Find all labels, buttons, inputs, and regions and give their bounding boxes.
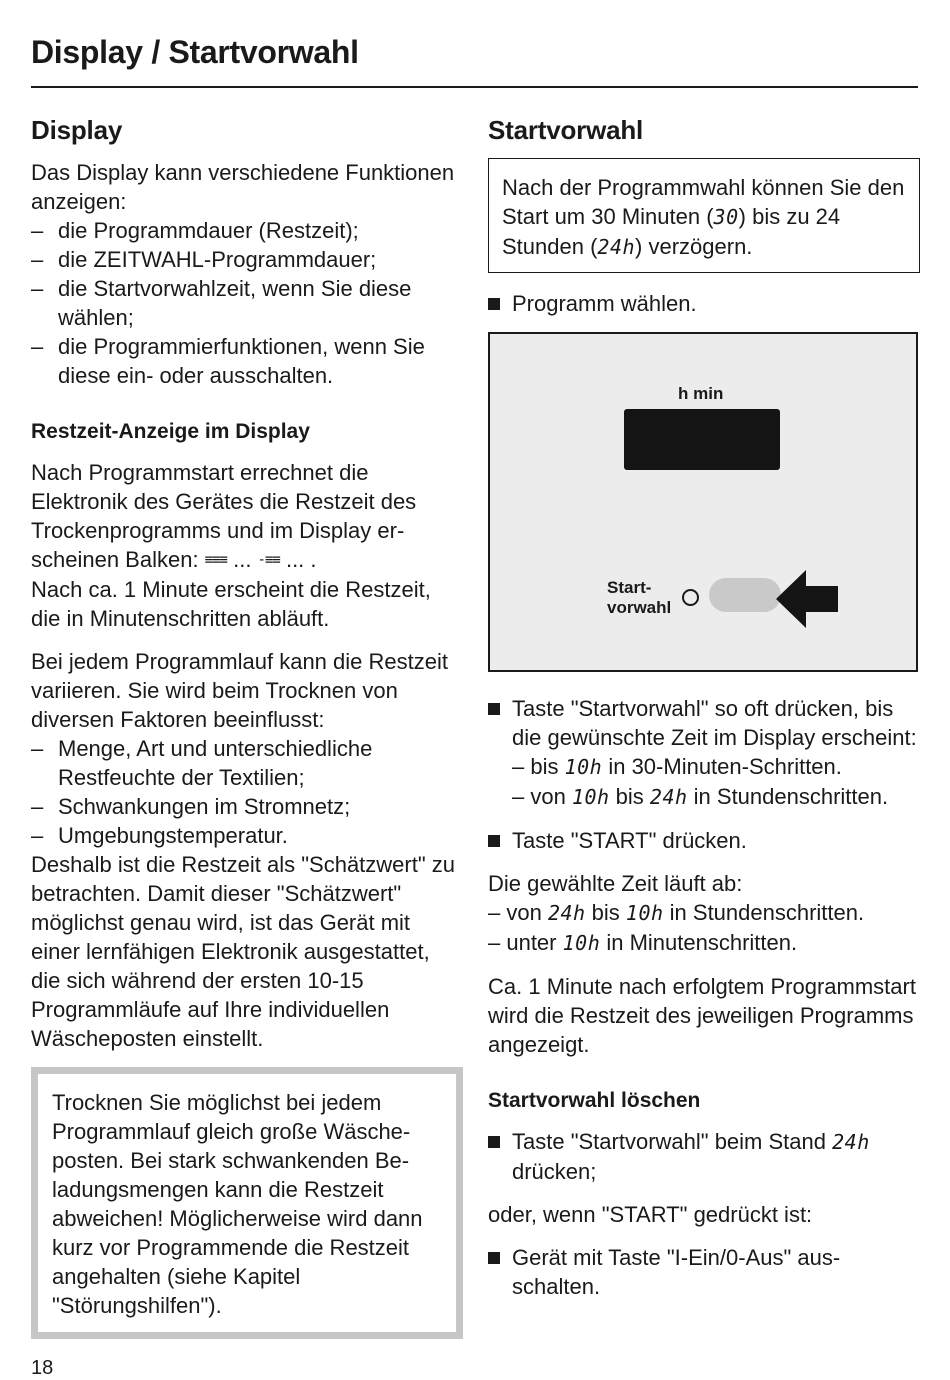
cancel-step-1: Taste "Startvorwahl" beim Stand 24h drücken; (488, 1127, 920, 1186)
bars-symbol-1: ≡≡≡ (204, 552, 227, 568)
bullet-square-icon (488, 1252, 500, 1264)
schaetzwert-paragraph: Deshalb ist die Restzeit als "Schätzwert" zu betrachten. Damit dieser "Schätzwert" möglichst genau wird, ist das Gerät mit einer lernfähigen Elektronik ausgestattet, die sich während der ersten 10-15 Programmläufe auf Ihre individuellen Wäscheposten einstellt. (31, 852, 456, 1051)
list-item: – Umgebungstemperatur. (31, 821, 463, 850)
countdown-line: – von 24h bis 10h in Stundenschritten. (488, 900, 865, 925)
factors-list (31, 734, 463, 850)
bars-end: ... . (279, 547, 317, 572)
note-text: Trocknen Sie möglichst bei jedem Programmlauf gleich große Wäscheposten. Bei stark schwankenden Beladungsmengen kann die Restzeit abweichen! Möglicherweise wird dann kurz vor Programmende die Restzeit angehalten (siehe Kapitel "Störungshilfen"). (52, 1090, 423, 1318)
countdown-paragraph: Die gewählte Zeit läuft ab: – von 24h bis 10h in Stundenschritten. – unter 10h in Minutenschritten. (488, 869, 920, 958)
segment-10h: 10h (571, 785, 610, 809)
note-box (31, 1067, 463, 1339)
display-screen (624, 409, 780, 470)
segment-10h: 10h (564, 755, 603, 779)
bullet-square-icon (488, 1136, 500, 1148)
display-functions-list (31, 216, 463, 390)
control-panel-illustration (488, 332, 918, 672)
startvorwahl-column (488, 108, 920, 1301)
indicator-led-icon (682, 589, 699, 606)
bullet-square-icon (488, 298, 500, 310)
segment-24h: 24h (832, 1130, 870, 1154)
pointer-arrow-icon (776, 570, 841, 628)
bullet-square-icon (488, 703, 500, 715)
list-item: – die Startvorwahlzeit, wenn Sie diese wählen; (31, 274, 463, 332)
or-text: oder, wenn "START" gedrückt ist: (488, 1202, 813, 1227)
startvorwahl-heading: Startvorwahl (488, 115, 644, 145)
display-heading: Display (31, 115, 123, 145)
step-programm-waehlen: Programm wählen. (488, 289, 920, 318)
list-item: – die Programmierfunktionen, wenn Sie diese ein- oder ausschalten. (31, 332, 463, 390)
countdown-line: – unter 10h in Minutenschritten. (488, 930, 798, 955)
step-sub-line: – von 10h bis 24h in Stundenschritten. (512, 784, 889, 809)
bullet-square-icon (488, 835, 500, 847)
restzeit-paragraph-2: Bei jedem Programmlauf kann die Restzeit variieren. Sie wird beim Trocknen von diversen Faktoren beeinflusst: (31, 649, 448, 732)
restzeit-text-b: Nach ca. 1 Minute erscheint die Restzeit, die in Minutenschritten abläuft. (31, 577, 431, 631)
segment-24h: 24h (597, 235, 636, 259)
restzeit-paragraph-1 (31, 458, 463, 633)
bars-symbol-2: -≡≡ (257, 552, 280, 568)
list-item: – Menge, Art und unterschiedliche Restfeuchte der Textilien; (31, 734, 463, 792)
segment-24h: 24h (649, 785, 688, 809)
display-intro: Das Display kann verschiedene Funktionen anzeigen: (31, 160, 455, 214)
title-rule (31, 86, 918, 88)
restzeit-heading: Restzeit-Anzeige im Display (31, 420, 310, 443)
segment-24h: 24h (547, 901, 586, 925)
segment-10h: 10h (562, 931, 601, 955)
step-taste-startvorwahl: Taste "Startvorwahl" so oft drücken, bis die gewünschte Zeit im Display erscheint: – bis 10h in 30-Minuten-Schritten. – von 10h bis 24h in Stundenschritten. (488, 694, 920, 812)
cancel-heading: Startvorwahl löschen (488, 1089, 701, 1112)
startvorwahl-info-box (488, 158, 920, 273)
list-item: – die ZEITWAHL-Programmdauer; (31, 245, 463, 274)
page-title: Display / Startvorwahl (31, 34, 359, 70)
bars-separator: ... (226, 547, 258, 572)
step-sub-line: – bis 10h in 30-Minuten-Schritten. (512, 754, 842, 779)
segment-10h: 10h (625, 901, 664, 925)
after-start-paragraph: Ca. 1 Minute nach erfolgtem Programmstart wird die Restzeit des jeweiligen Programms angezeigt. (488, 974, 916, 1057)
startvorwahl-button-label: Start- vorwahl (607, 578, 672, 617)
cancel-step-2: Gerät mit Taste "I-Ein/0-Aus" ausschalten. (488, 1243, 920, 1301)
segment-30: 30 (713, 205, 739, 229)
display-column (31, 108, 463, 1339)
info-text: Nach der Programmwahl können Sie den Start um 30 Minuten (30) bis zu 24 Stunden (24h) verzögern. (502, 175, 905, 259)
step-taste-start: Taste "START" drücken. (488, 826, 920, 855)
page-number: 18 (31, 1357, 54, 1379)
restzeit-text: Nach Programmstart errechnet die Elektronik des Gerätes die Restzeit des Trockenprogramms und im Display erscheinen Balken: (31, 460, 417, 572)
list-item: – die Programmdauer (Restzeit); (31, 216, 463, 245)
list-item: – Schwankungen im Stromnetz; (31, 792, 463, 821)
startvorwahl-button[interactable] (709, 578, 781, 612)
display-label: h min (678, 384, 724, 403)
